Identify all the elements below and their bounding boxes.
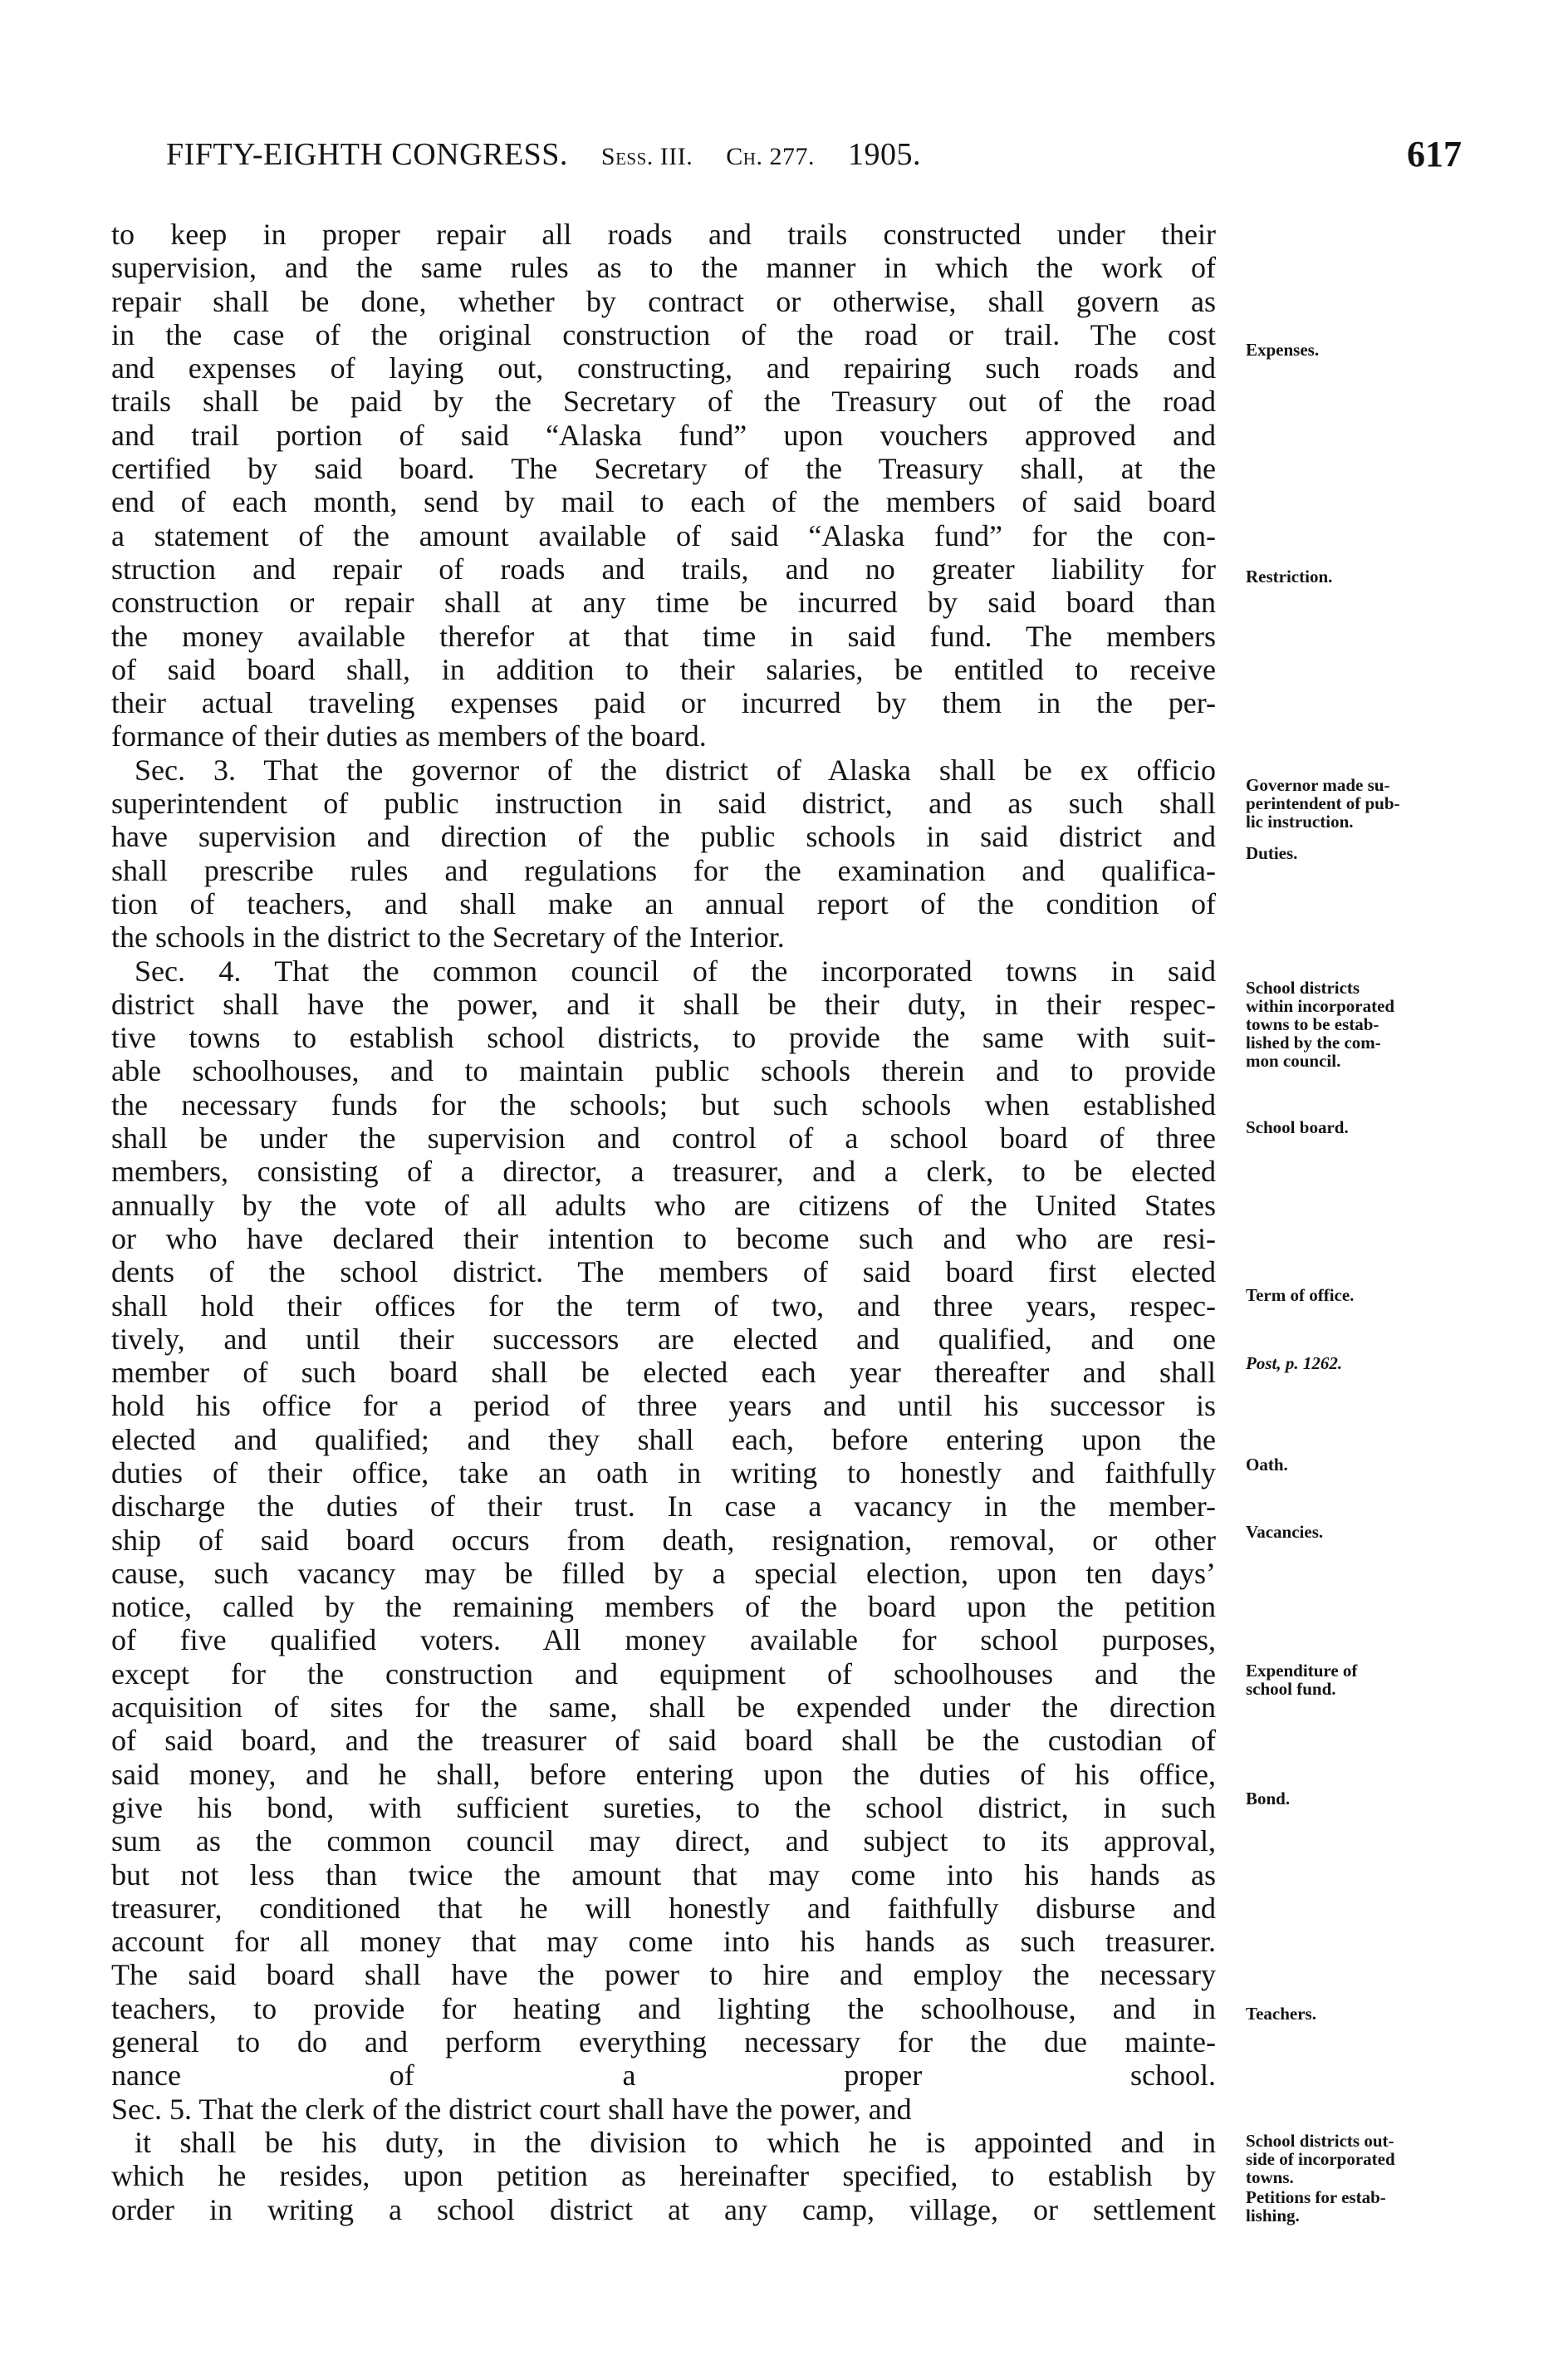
note-restriction: Restriction. xyxy=(1246,567,1333,586)
note-bond: Bond. xyxy=(1246,1789,1291,1808)
text-line: the schools in the district to the Secretary of the Interior. xyxy=(111,920,785,954)
text-line: supervision, and the same rules as to the manner in which the work of xyxy=(111,251,1216,285)
section-4-start: Sec. 4. That the common council of the incorporated towns in said xyxy=(135,954,1216,988)
text-line: the necessary funds for the schools; but such schools when established xyxy=(111,1087,1216,1121)
text-line: formance of their duties as members of the board. xyxy=(111,719,707,753)
text-line: hold his office for a period of three years and until his successor is xyxy=(111,1389,1216,1423)
text-line: teachers, to provide for heating and lighting the schoolhouse, and in xyxy=(111,1991,1216,2025)
text-line xyxy=(111,2226,1216,2260)
running-head xyxy=(166,133,1462,183)
note-oath: Oath. xyxy=(1246,1455,1288,1475)
text-line: and trail portion of said “Alaska fund” upon vouchers approved and xyxy=(111,418,1216,452)
text-line: in the case of the original construction of the road or trail. The cost xyxy=(111,317,1216,351)
text-line: struction and repair of roads and trails, and no greater liability for xyxy=(111,552,1216,586)
page-number: 617 xyxy=(1407,134,1462,174)
text-line: sum as the common council may direct, and subject to its approval, xyxy=(111,1824,1216,1858)
text-line: able schoolhouses, and to maintain public schools therein and to provide xyxy=(111,1054,1216,1088)
congress-title: FIFTY-EIGHTH CONGRESS. xyxy=(166,137,568,172)
text-line: or who have declared their intention to become such and who are resi- xyxy=(111,1221,1216,1255)
text-line: trails shall be paid by the Secretary of the Treasury out of the road xyxy=(111,385,1216,419)
text-line: treasurer, conditioned that he will honestly and faithfully disburse and xyxy=(111,1891,1216,1925)
note-school-board: School board. xyxy=(1246,1117,1349,1137)
text-line: to keep in proper repair all roads and trails constructed under their xyxy=(111,218,1216,251)
text-line: of said board, and the treasurer of said board shall be the custodian of xyxy=(111,1724,1216,1758)
text-line: except for the construction and equipment of schoolhouses and the xyxy=(111,1656,1216,1691)
text-line: but not less than twice the amount that may come into his hands as xyxy=(111,1857,1216,1892)
note-school-districts: School districts within incorporated towns to be estab- lished by the com- mon council. xyxy=(1246,978,1395,1071)
text-line: have supervision and direction of the public schools in said district and xyxy=(111,820,1216,854)
text-line: of said board shall, in addition to their salaries, be entitled to receive xyxy=(111,652,1216,686)
note-post-reference: Post, p. 1262. xyxy=(1246,1353,1343,1373)
chapter-label: Ch. 277. xyxy=(726,143,815,170)
running-head-title xyxy=(166,136,921,173)
text-line: members, consisting of a director, a treasurer, and a clerk, to be elected xyxy=(111,1155,1216,1189)
section-5-start: it shall be his duty, in the division to which he is appointed and in xyxy=(135,2125,1216,2159)
text-line: notice, called by the remaining members of the board upon the petition xyxy=(111,1590,1216,1624)
text-line: order in writing a school district at any camp, village, or settlement xyxy=(111,2192,1216,2226)
text-line: account for all money that may come into his hands as such treasurer. xyxy=(111,1925,1216,1959)
text-line: which he resides, upon petition as hereinafter specified, to establish by xyxy=(111,2159,1216,2193)
note-expenditure: Expenditure of school fund. xyxy=(1246,1661,1358,1699)
note-duties: Duties. xyxy=(1246,843,1298,863)
text-line: the money available therefor at that time in said fund. The members xyxy=(111,619,1216,653)
text-line: cause, such vacancy may be filled by a special election, upon ten days’ xyxy=(111,1556,1216,1590)
text-line: elected and qualified; and they shall each, before entering upon the xyxy=(111,1422,1216,1456)
note-governor: Governor made su- perintendent of pub- lic instruction. xyxy=(1246,775,1400,832)
year-label: 1905. xyxy=(847,137,921,172)
note-petitions: Petitions for estab- lishing. xyxy=(1246,2187,1386,2225)
text-line: Sec. 5. That the clerk of the district court shall have the power, and xyxy=(111,2092,912,2126)
statute-body xyxy=(111,218,1216,2260)
note-term-of-office: Term of office. xyxy=(1246,1285,1355,1305)
text-line: tive towns to establish school districts, to provide the same with suit- xyxy=(111,1021,1216,1055)
text-line: annually by the vote of all adults who are citizens of the United States xyxy=(111,1188,1216,1222)
text-line: certified by said board. The Secretary of the Treasury shall, at the xyxy=(111,452,1216,486)
text-line: member of such board shall be elected each year thereafter and shall xyxy=(111,1356,1216,1390)
text-line: tion of teachers, and shall make an annual report of the condition of xyxy=(111,886,1216,920)
text-line: their actual traveling expenses paid or incurred by them in the per- xyxy=(111,686,1216,720)
note-outside-districts: School districts out- side of incorporated towns. xyxy=(1246,2131,1395,2187)
text-line: end of each month, send by mail to each of the members of said board xyxy=(111,485,1216,519)
note-expenses: Expenses. xyxy=(1246,340,1320,360)
note-vacancies: Vacancies. xyxy=(1246,1522,1324,1542)
text-line: discharge the duties of their trust. In case a vacancy in the member- xyxy=(111,1489,1216,1524)
text-line: of five qualified voters. All money available for school purposes, xyxy=(111,1623,1216,1657)
text-line: repair shall be done, whether by contract or otherwise, shall govern as xyxy=(111,284,1216,318)
section-3-start: Sec. 3. That the governor of the district of Alaska shall be ex officio xyxy=(135,753,1216,787)
text-line: dents of the school district. The members of said board first elected xyxy=(111,1255,1216,1289)
text-line: give his bond, with sufficient sureties, to the school district, in such xyxy=(111,1790,1216,1824)
text-line: nance of a proper school. xyxy=(111,2059,1216,2093)
text-line: duties of their office, take an oath in writing to honestly and faithfully xyxy=(111,1455,1216,1489)
text-line: shall hold their offices for the term of two, and three years, respec- xyxy=(111,1288,1216,1322)
session-label: Sess. III. xyxy=(600,143,693,170)
text-line: ship of said board occurs from death, resignation, removal, or other xyxy=(111,1523,1216,1557)
text-line: acquisition of sites for the same, shall be expended under the direction xyxy=(111,1691,1216,1725)
text-line: The said board shall have the power to hire and employ the necessary xyxy=(111,1958,1216,1992)
text-line: construction or repair shall at any time be incurred by said board than xyxy=(111,586,1216,620)
text-line: superintendent of public instruction in said district, and as such shall xyxy=(111,787,1216,821)
text-line: tively, and until their successors are elected and qualified, and one xyxy=(111,1322,1216,1356)
text-line: shall prescribe rules and regulations for the examination and qualifica- xyxy=(111,853,1216,887)
text-line: shall be under the supervision and control of a school board of three xyxy=(111,1121,1216,1156)
text-line: general to do and perform everything necessary for the due mainte- xyxy=(111,2025,1216,2059)
text-line: said money, and he shall, before entering upon the duties of his office, xyxy=(111,1757,1216,1791)
text-line: a statement of the amount available of said “Alaska fund” for the con- xyxy=(111,518,1216,552)
text-line: and expenses of laying out, constructing, and repairing such roads and xyxy=(111,351,1216,385)
note-teachers: Teachers. xyxy=(1246,2004,1316,2024)
text-line: district shall have the power, and it shall be their duty, in their respec- xyxy=(111,987,1216,1021)
